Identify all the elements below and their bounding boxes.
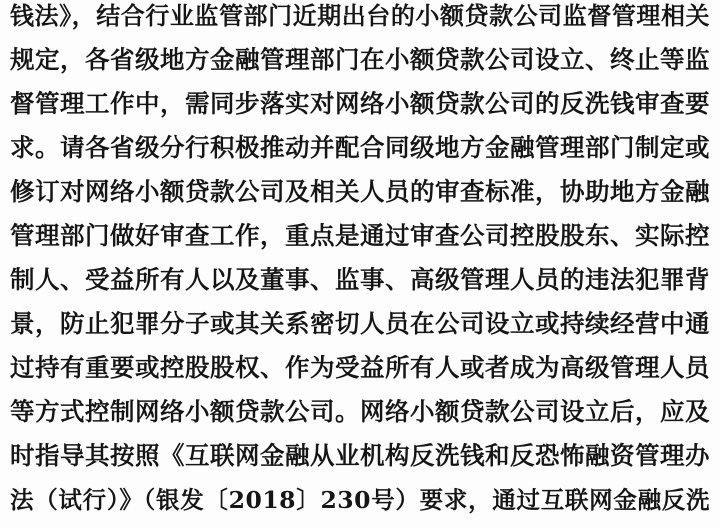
body-text-line-6: 管理部门做好审查工作，重点是通过审查公司控股股东、实际控	[10, 221, 710, 250]
body-text-line-7: 制人、受益所有人以及董事、监事、高级管理人员的违法犯罪背	[10, 265, 710, 294]
body-text-line-3: 督管理工作中，需同步落实对网络小额贷款公司的反洗钱审查要	[10, 89, 710, 118]
body-text-line-10: 等方式控制网络小额贷款公司。网络小额贷款公司设立后，应及	[10, 397, 710, 426]
body-text-line-5: 修订对网络小额贷款公司及相关人员的审查标准，协助地方金融	[10, 177, 710, 206]
body-text-line-2: 规定，各省级地方金融管理部门在小额贷款公司设立、终止等监	[10, 45, 710, 74]
body-text-line-9: 过持有重要或控股股权、作为受益所有人或者成为高级管理人员	[10, 353, 710, 382]
body-text-line-1: 钱法》，结合行业监管部门近期出台的小额贷款公司监督管理相关	[10, 1, 710, 30]
body-text-line-12: 法（试行）》（银发〔2018〕230号）要求，通过互联网金融反洗	[10, 486, 710, 514]
body-text-line-8: 景，防止犯罪分子或其关系密切人员在公司设立或持续经营中通	[10, 309, 710, 338]
body-text-line-4: 求。请各省级分行积极推动并配合同级地方金融管理部门制定或	[10, 133, 710, 162]
body-text-line-11: 时指导其按照《互联网金融从业机构反洗钱和反恐怖融资管理办	[10, 441, 710, 470]
